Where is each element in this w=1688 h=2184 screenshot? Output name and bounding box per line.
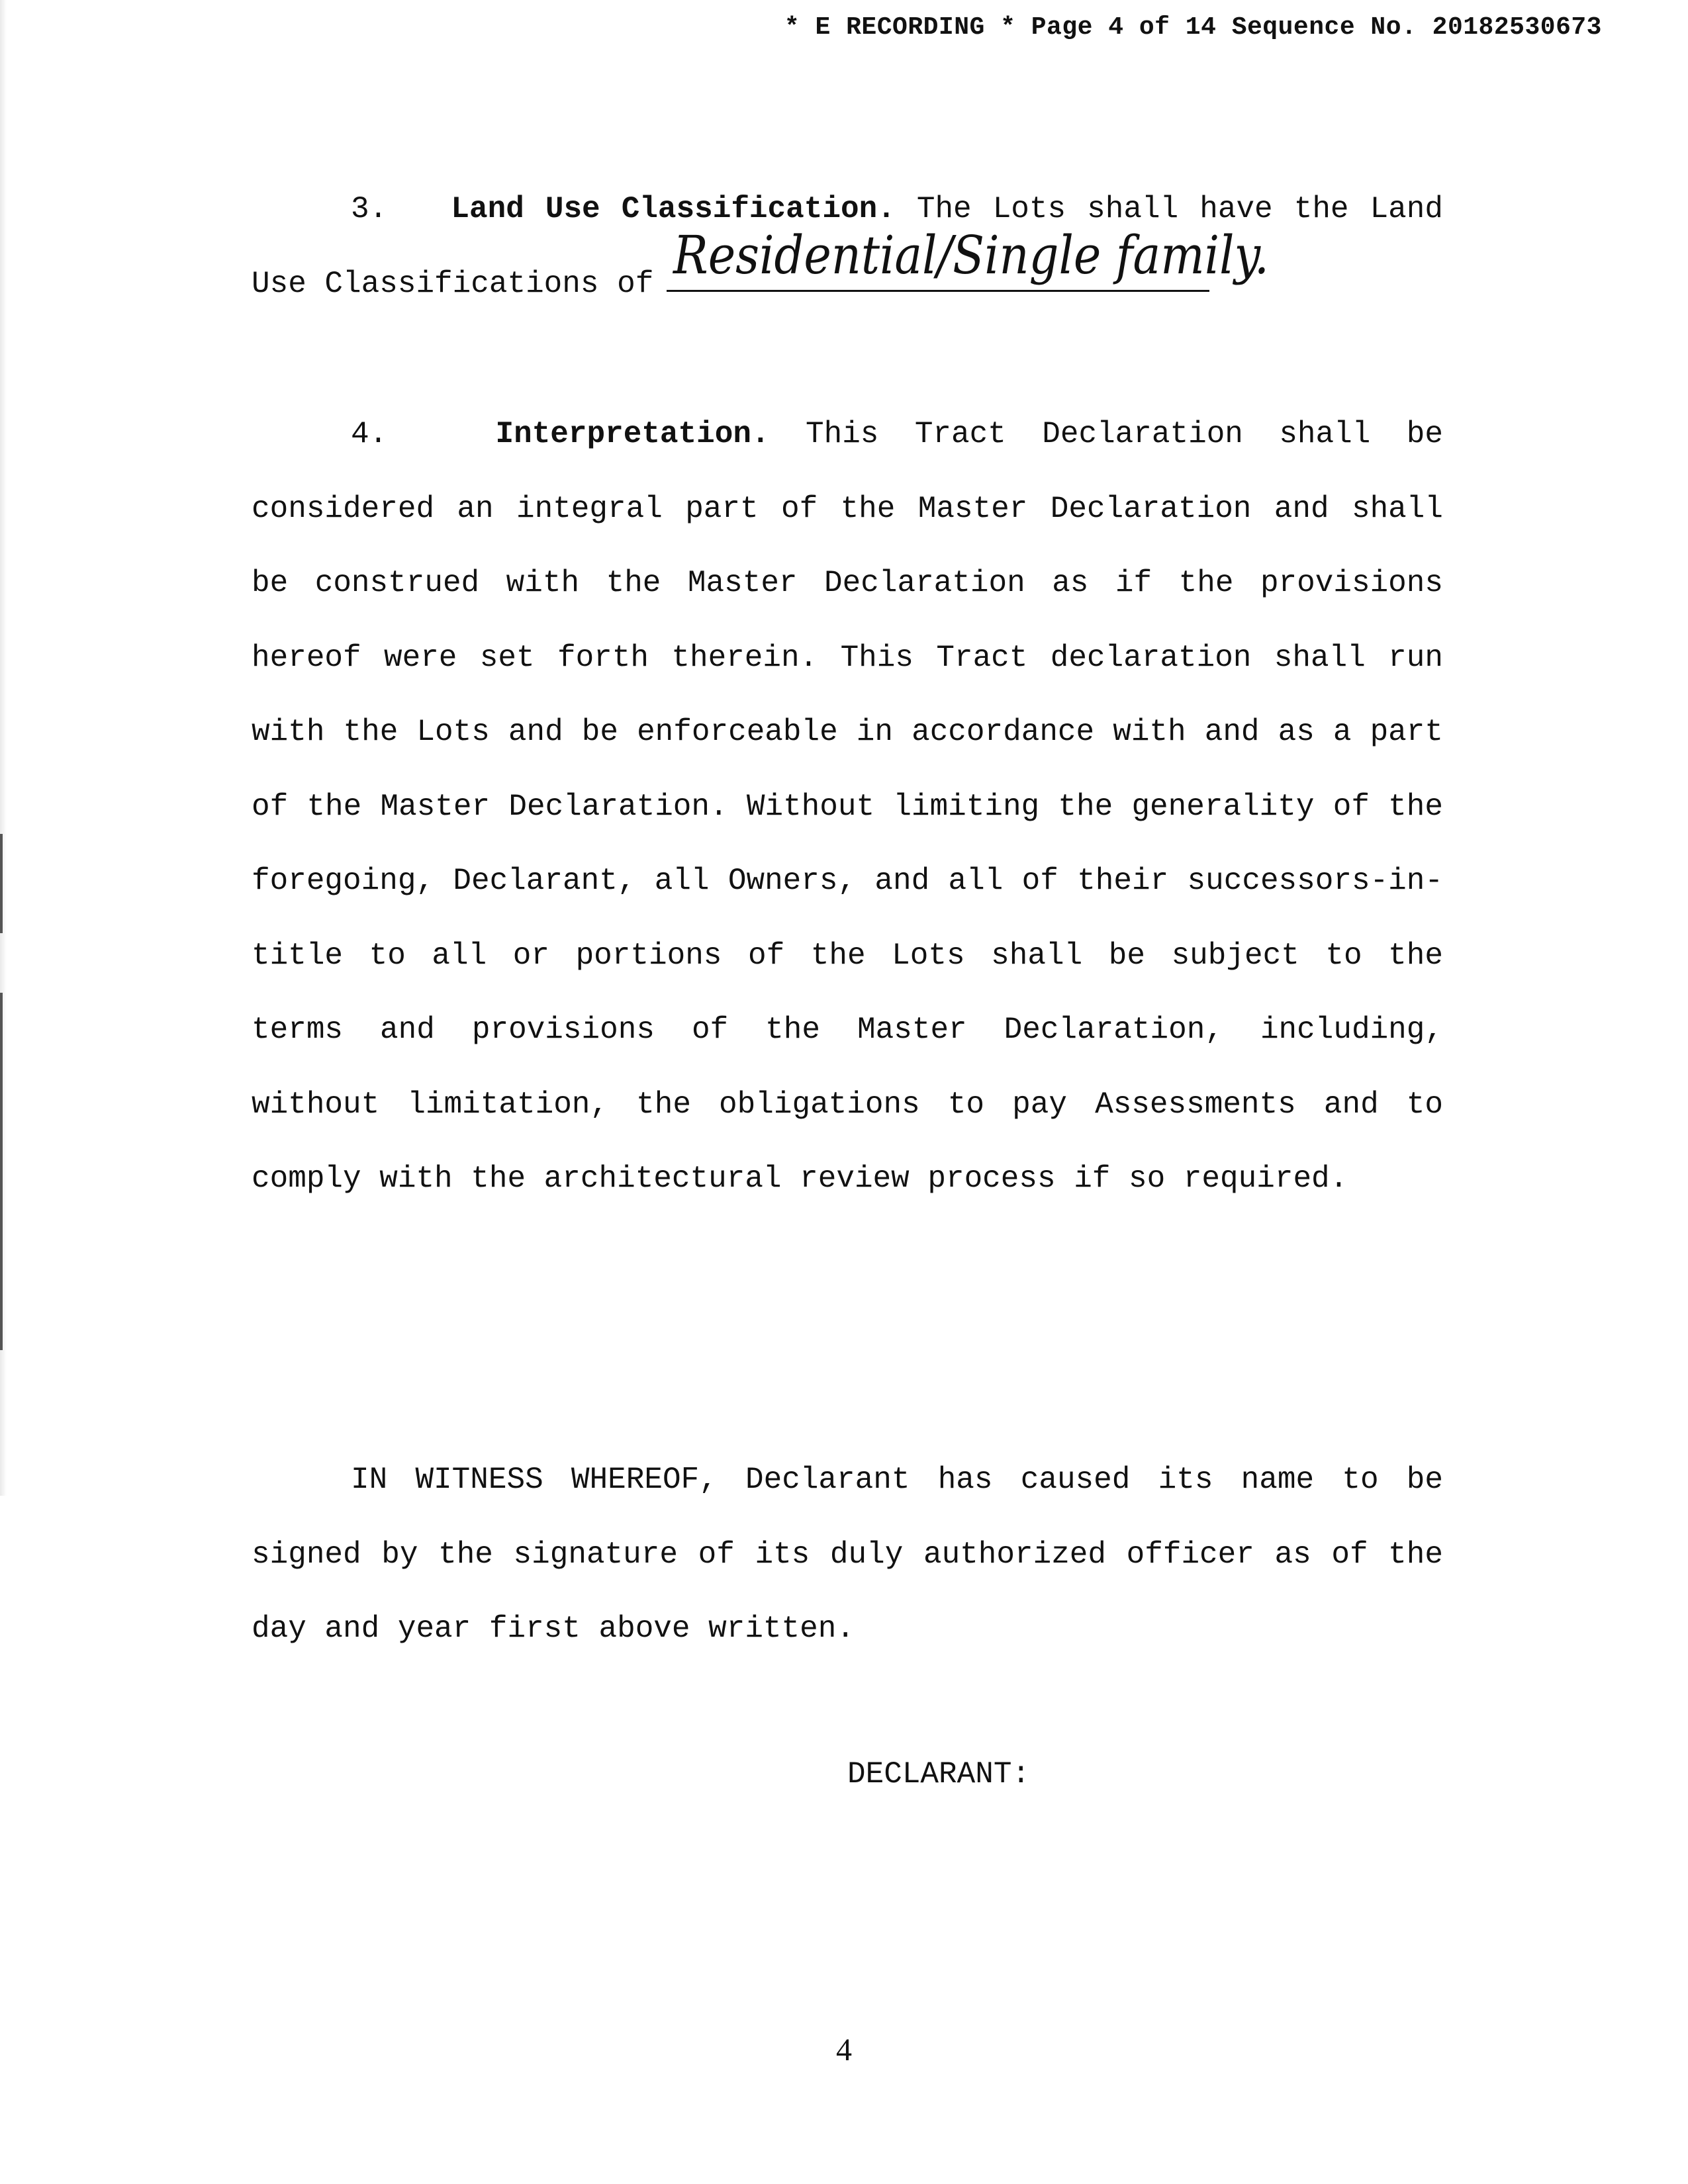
section-4-heading: Interpretation. <box>495 417 770 451</box>
scan-edge-mark <box>0 834 3 933</box>
witness-text: IN WITNESS WHEREOF, Declarant has caused its name to be signed by the signature of its duly authorized officer as of the day and year first above written. <box>252 1463 1443 1646</box>
section-4-text: This Tract Declaration shall be considered an integral part of the Master Declaration and shall be construed with the Master Declaration as if the provisions hereof were set forth therein. This Tract declaration shall run with the Lots and be enforceable in accordance with and as a part of the Master Declaration. Without limiting the generality of the foregoing, Declarant, all Owners, and all of their successors-in-title to all or portions of the Lots shall be subject to the terms and provisions of the Master Declaration, including, without limitation, the obligations to pay Assessments and to comply with the architectural review process if so required. <box>252 417 1443 1196</box>
handwritten-land-use-text: Residential/Single family. <box>672 224 1270 286</box>
page-number: 4 <box>836 2032 852 2068</box>
handwritten-land-use-value <box>667 210 1302 310</box>
section-4-number: 4. <box>351 417 388 451</box>
land-use-classification-field <box>667 224 1270 292</box>
section-4-paragraph <box>252 397 1443 1216</box>
section-3-paragraph <box>252 172 1443 321</box>
section-3-number: 3. <box>351 192 388 226</box>
witness-paragraph <box>252 1443 1443 1666</box>
section-3-text: The Lots shall have the Land Use Classifications of <box>252 192 1443 301</box>
recording-header: * E RECORDING * Page 4 of 14 Sequence No. 20182530673 <box>784 13 1602 42</box>
declarant-label: DECLARANT: <box>847 1757 1031 1792</box>
section-3-heading: Land Use Classification. <box>451 192 896 226</box>
scan-edge-mark <box>0 993 3 1350</box>
